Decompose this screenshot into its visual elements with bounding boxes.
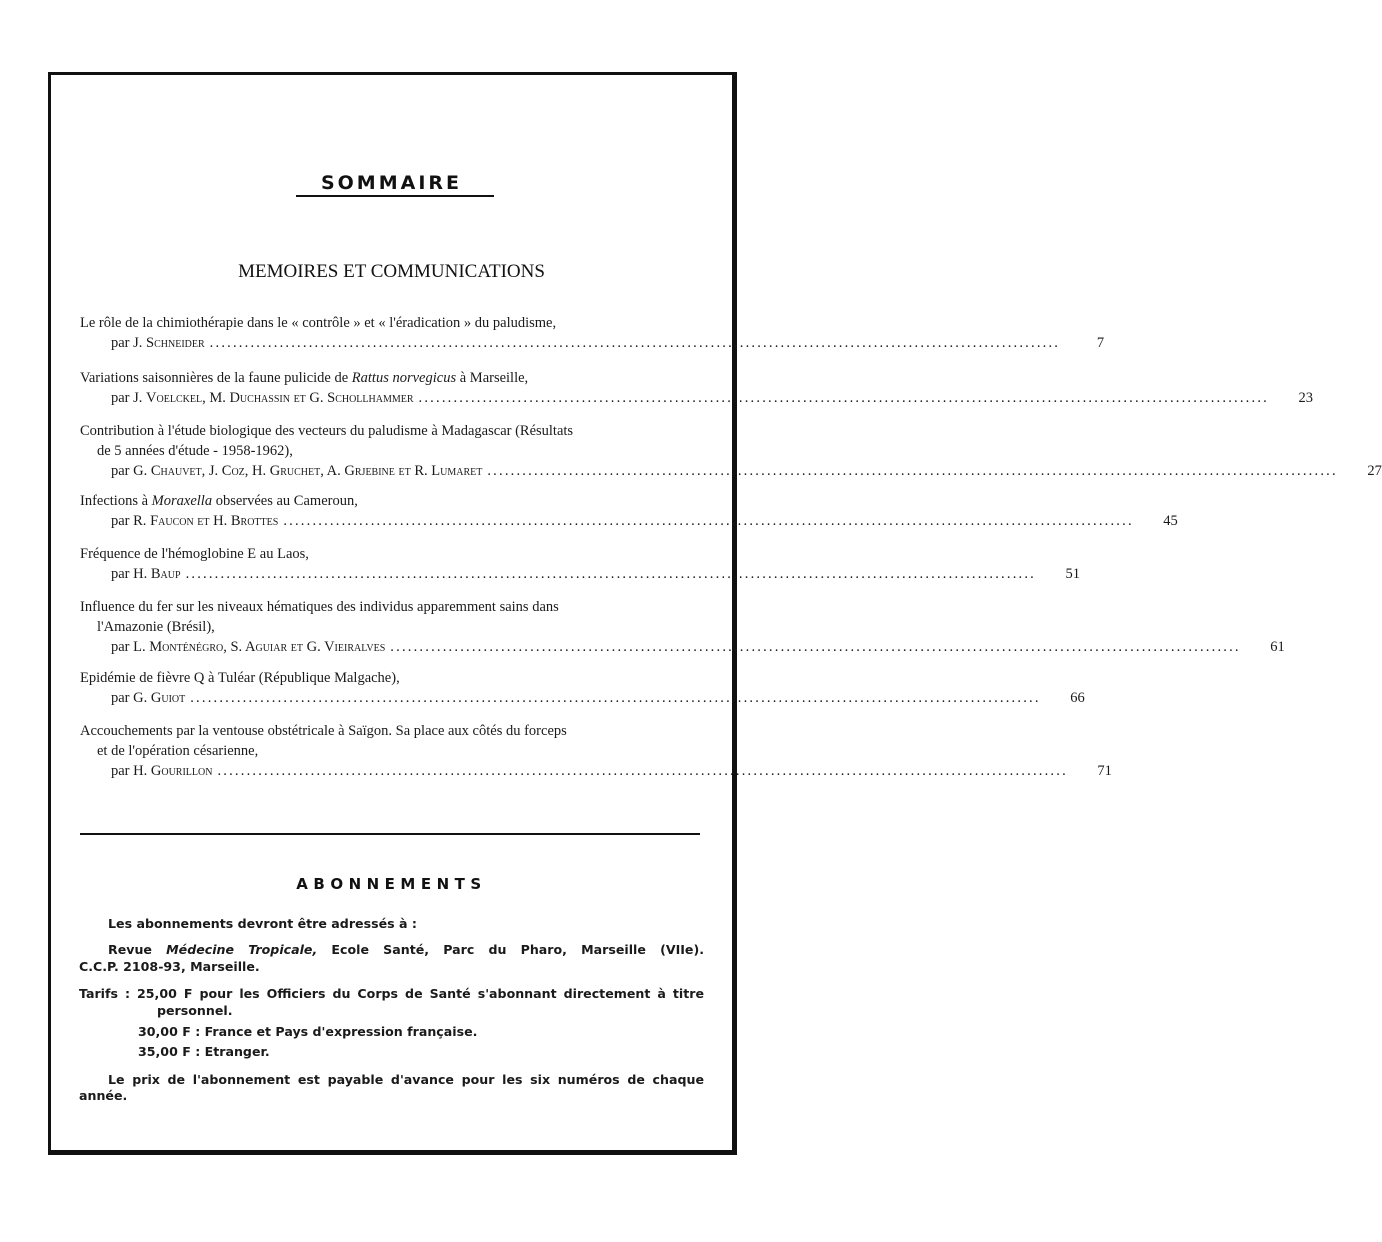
toc-title-continued: et de l'opération césarienne, [97, 743, 259, 759]
tarif-line-3: 35,00 F : Etranger. [138, 1044, 270, 1059]
abonnements-address: Revue Médecine Tropicale, Ecole Santé, Parc du Pharo, Marseille (VIIe). [108, 942, 705, 957]
toc-authors: par J. Schneider [111, 335, 205, 351]
abonnements-intro: Les abonnements devront être adressés à : [108, 916, 417, 931]
abonnements-note: Le prix de l'abonnement est payable d'avance pour les six numéros de chaque [108, 1072, 704, 1087]
toc-title: Accouchements par la ventouse obstétricale à Saïgon. Sa place aux côtés du forceps [80, 723, 567, 739]
tarif-line-2: 30,00 F : France et Pays d'expression française. [138, 1024, 478, 1039]
toc-page-number: 66 [1070, 690, 1085, 706]
toc-authors: par G. Guiot [111, 690, 186, 706]
toc-entry [80, 421, 1382, 481]
toc-title: Variations saisonnières de la faune pulicide de Rattus norvegicus à Marseille, [80, 370, 529, 386]
toc-entry [80, 668, 1085, 708]
toc-page-number: 27 [1367, 463, 1382, 479]
dot-leader: .................................................................................................................................................. [487, 463, 1338, 479]
toc-authors-line [80, 333, 1105, 353]
abonnements-heading: ABONNEMENTS [296, 875, 487, 893]
toc-title: Le rôle de la chimiothérapie dans le « contrôle » et « l'éradication » du paludisme, [80, 315, 557, 331]
toc-authors-line [80, 564, 1081, 584]
toc-authors-line [80, 461, 1382, 481]
section-divider [80, 833, 700, 835]
toc-authors: par R. Faucon et H. Brottes [111, 513, 279, 529]
toc-authors-line [80, 511, 1178, 531]
toc-page-number: 71 [1097, 763, 1112, 779]
toc-title: Infections à Moraxella observées au Cameroun, [80, 493, 358, 509]
dot-leader: .................................................................................................................................................. [217, 763, 1068, 779]
dot-leader: .................................................................................................................................................. [418, 390, 1269, 406]
section-heading: MEMOIRES ET COMMUNICATIONS [238, 261, 545, 282]
dot-leader: .................................................................................................................................................. [190, 690, 1041, 706]
toc-authors: par H. Gourillon [111, 763, 213, 779]
toc-entry [80, 368, 1313, 408]
toc-title: Fréquence de l'hémoglobine E au Laos, [80, 546, 309, 562]
toc-entry [80, 721, 1112, 781]
dot-leader: .................................................................................................................................................. [185, 566, 1037, 582]
toc-title-continued: de 5 années d'étude - 1958-1962), [97, 443, 293, 459]
toc-page-number: 45 [1163, 513, 1178, 529]
toc-entry [80, 313, 1105, 353]
abonnements-ccp: C.C.P. 2108-93, Marseille. [79, 959, 260, 974]
tarif-line-1-continued: personnel. [157, 1003, 233, 1018]
toc-page-number: 51 [1065, 566, 1081, 582]
dot-leader: .................................................................................................................................................. [209, 335, 1061, 351]
toc-title: Contribution à l'étude biologique des vecteurs du paludisme à Madagascar (Résultats [80, 423, 574, 439]
toc-authors: par J. Voelckel, M. Duchassin et G. Schollhammer [111, 390, 414, 406]
dot-leader: .................................................................................................................................................. [390, 639, 1241, 655]
toc-title-continued: l'Amazonie (Brésil), [97, 619, 215, 635]
sommaire-heading: SOMMAIRE [320, 172, 463, 194]
toc-authors: par G. Chauvet, J. Coz, H. Gruchet, A. Grjebine et R. Lumaret [111, 463, 483, 479]
sommaire-underline [296, 195, 494, 197]
toc-authors: par L. Monténégro, S. Aguiar et G. Vieiralves [111, 639, 386, 655]
toc-authors-line [80, 688, 1085, 708]
toc-page-number: 61 [1270, 639, 1285, 655]
abonnements-note-continued: année. [79, 1088, 128, 1103]
dot-leader: .................................................................................................................................................. [283, 513, 1134, 529]
toc-page-number: 23 [1298, 390, 1313, 406]
toc-authors-line [80, 637, 1285, 657]
toc-title: Epidémie de fièvre Q à Tuléar (République Malgache), [80, 670, 400, 686]
toc-entry [80, 544, 1081, 584]
toc-authors-line [80, 761, 1112, 781]
page-frame [48, 72, 1382, 1155]
toc-entry [80, 597, 1285, 657]
toc-page-number: 7 [1096, 335, 1105, 351]
toc-authors-line [80, 388, 1313, 408]
toc-title: Influence du fer sur les niveaux hématiques des individus apparemment sains dans [80, 599, 559, 615]
toc-authors: par H. Baup [111, 566, 181, 582]
tarif-line-1: Tarifs : 25,00 F pour les Officiers du Corps de Santé s'abonnant directement à titre [79, 986, 705, 1001]
toc-entry [80, 491, 1178, 531]
